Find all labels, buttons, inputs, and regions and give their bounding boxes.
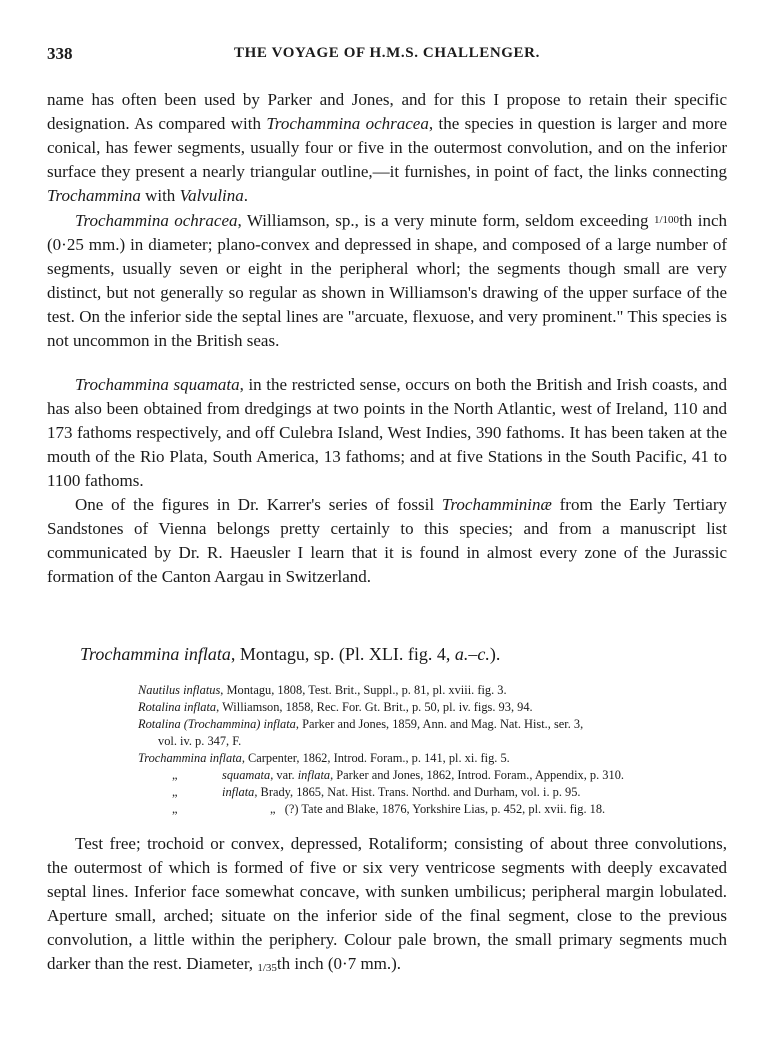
page-number: 338 bbox=[47, 44, 73, 63]
ditto-mark: „ bbox=[172, 768, 178, 782]
synonymy-entry bbox=[138, 716, 738, 733]
p2-fraction: 1/100 bbox=[654, 214, 680, 226]
ref-taxon: Rotalina (Trochammina) inflata bbox=[138, 717, 296, 731]
paragraph-2 bbox=[47, 208, 727, 353]
ditto-mark: „ bbox=[172, 785, 178, 799]
p1-text-g: . bbox=[243, 186, 249, 205]
synonymy-entry bbox=[138, 801, 738, 818]
p4-text-a: One of the figures in Dr. Karrer's series of fossil bbox=[75, 495, 442, 514]
ref-citation: (?) Tate and Blake, 1876, Yorkshire Lias, p. 452, pl. xvii. fig. 18. bbox=[284, 802, 606, 816]
ref-citation-cont: vol. iv. p. 347, F. bbox=[158, 734, 242, 748]
p1-text-c: , the species in question is larger and more conical, has fewer segments, usually four or five in the outermost convolution, and on the inferior surface they present a nearly triangular outline,—it furnishes, in point of fact, the links connecting bbox=[47, 114, 728, 181]
synonymy-entry bbox=[138, 767, 738, 784]
species-heading-end: ). bbox=[489, 644, 501, 664]
ref-citation: , Brady, 1865, Nat. Hist. Trans. Northd. and Durham, vol. i. p. 95. bbox=[254, 785, 581, 799]
species-heading bbox=[80, 644, 500, 665]
description-fraction: 1/35 bbox=[257, 962, 277, 974]
ref-taxon: inflata bbox=[222, 785, 255, 799]
p2-text-c: th inch (0·25 mm.) in diameter; plano-convex and depressed in shape, and composed of a large number of segments, usually seven or eight in the peripheral whorl; the segments though small are very distinct, but not generally so regular as shown in Williamson's drawing of the upper surface of the test. On the inferior side the septal lines are "arcuate, flexuose, and very prominent." This species is not uncommon in the British seas. bbox=[47, 211, 727, 350]
p1-text-a: name has often been used by Parker and Jones, and for this I propose to retain their specific designation. As compared with bbox=[47, 90, 727, 133]
p4-taxon: Trochammininæ bbox=[441, 495, 552, 514]
ref-taxon: Nautilus inflatus bbox=[138, 683, 221, 697]
ref-taxon: squamata bbox=[222, 768, 271, 782]
ditto-mark: „ bbox=[172, 802, 178, 816]
description-text: Test free; trochoid or convex, depressed, Rotaliform; consisting of about three convolutions, the outermost of which is formed of five or six very ventricose segments with deeply excavated septal lines. Inferior face somewhat concave, with sunken umbilicus; peripheral margin lobulated. Aperture small, arched; situate on the inferior side of the final segment, close to the previous convolution, a little within the periphery. Colour pale brown, the small primary segments much darker than the rest. Diameter, bbox=[47, 834, 727, 973]
ref-citation: , Parker and Jones, 1859, Ann. and Mag. Nat. Hist., ser. 3, bbox=[295, 717, 584, 731]
synonymy-list bbox=[138, 682, 738, 818]
synonymy-entry bbox=[138, 682, 738, 699]
p3-text-b: , in the restricted sense, occurs on both the British and Irish coasts, and has also been obtained from dredgings at two points in the North Atlantic, west of Ireland, 110 and 173 fathoms respectively, and off Culebra Island, West Indies, 390 fathoms. It has been taken at the mouth of the Rio Plata, South America, 13 fathoms; and at five Stations in the South Pacific, 41 to 1100 fathoms. bbox=[47, 375, 727, 490]
p2-text-b: , Williamson, sp., is a very minute form, seldom exceeding bbox=[237, 211, 654, 230]
p1-taxon-trochammina: Trochammina bbox=[47, 186, 141, 205]
species-heading-figs: a.–c. bbox=[454, 644, 490, 664]
paragraph-1 bbox=[47, 88, 727, 208]
page-header bbox=[47, 44, 727, 68]
description-end: th inch (0·7 mm.). bbox=[276, 954, 402, 973]
ditto-mark-2: „ bbox=[270, 802, 276, 816]
species-heading-name: Trochammina inflata bbox=[80, 644, 231, 664]
synonymy-entry-continuation bbox=[138, 733, 738, 750]
synonymy-entry bbox=[138, 699, 738, 716]
ref-taxon-2: inflata bbox=[297, 768, 331, 782]
p1-taxon-ochracea: Trochammina ochracea bbox=[266, 114, 429, 133]
species-heading-rest: , Montagu, sp. (Pl. XLI. fig. 4, bbox=[230, 644, 455, 664]
paragraph-4 bbox=[47, 493, 727, 589]
paragraph-3 bbox=[47, 373, 727, 493]
p3-taxon: Trochammina squamata bbox=[75, 375, 240, 394]
ref-mid: , var. bbox=[270, 768, 298, 782]
synonymy-entry bbox=[138, 750, 738, 767]
p1-text-e: with bbox=[140, 186, 180, 205]
species-description bbox=[47, 832, 727, 980]
ref-citation: , Carpenter, 1862, Introd. Foram., p. 141, pl. xi. fig. 5. bbox=[241, 751, 510, 765]
ref-citation: , Williamson, 1858, Rec. For. Gt. Brit., p. 50, pl. iv. figs. 93, 94. bbox=[216, 700, 533, 714]
p4-text-c: from the Early Tertiary Sandstones of Vienna belongs pretty certainly to this species; and from a manuscript list communicated by Dr. R. Haeusler I learn that it is found in almost every zone of the Jurassic formation of the Canton Aargau in Switzerland. bbox=[47, 495, 727, 586]
p2-taxon: Trochammina ochracea bbox=[75, 211, 238, 230]
ref-citation: , Parker and Jones, 1862, Introd. Foram., Appendix, p. 310. bbox=[330, 768, 624, 782]
p1-taxon-valvulina: Valvulina bbox=[179, 186, 244, 205]
ref-taxon: Trochammina inflata bbox=[138, 751, 242, 765]
ref-taxon: Rotalina inflata bbox=[138, 700, 217, 714]
ref-citation: , Montagu, 1808, Test. Brit., Suppl., p. 81, pl. xviii. fig. 3. bbox=[220, 683, 507, 697]
synonymy-entry bbox=[138, 784, 738, 801]
running-title: THE VOYAGE OF H.M.S. CHALLENGER. bbox=[234, 45, 540, 61]
